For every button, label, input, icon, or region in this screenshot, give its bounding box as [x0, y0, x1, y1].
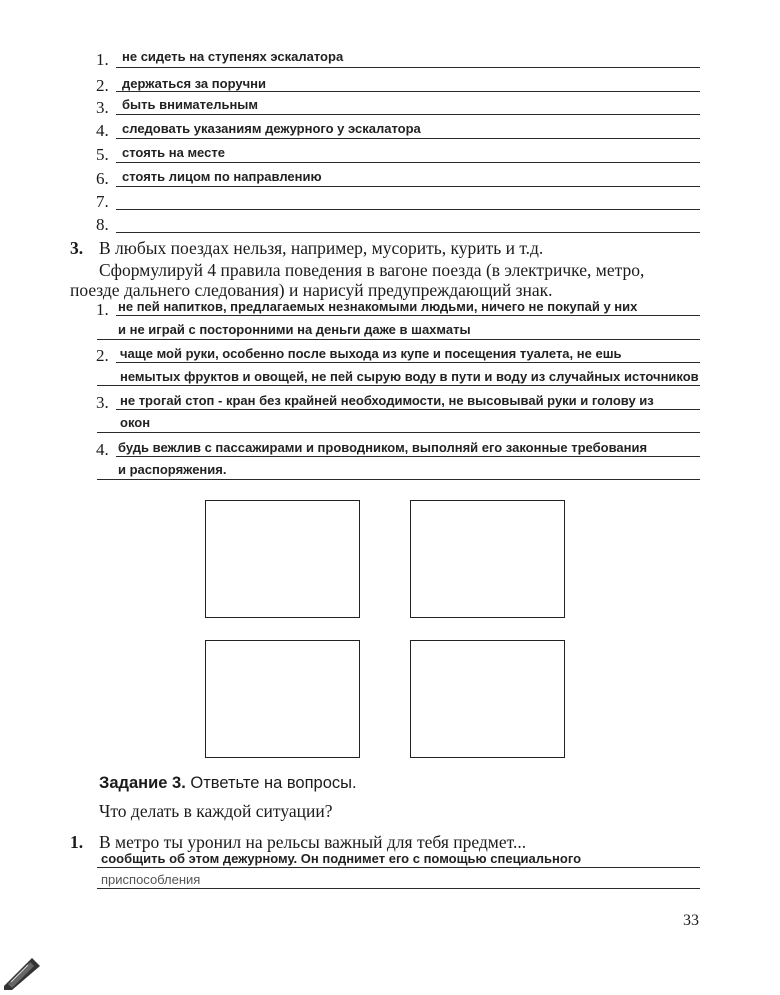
answer-line [116, 209, 700, 210]
answer-line [116, 114, 700, 115]
sign-drawing-box [410, 640, 565, 758]
rule-2-line-b: немытых фруктов и овощей, не пей сырую воду в пути и воду из случайных источников [120, 369, 699, 384]
sign-drawing-box [205, 500, 360, 618]
list1-num-5: 5. [96, 145, 109, 164]
page-number: 33 [683, 912, 699, 929]
corner-logo-icon [2, 950, 42, 990]
rule-1-line-a: не пей напитков, предлагаемых незнакомыми людьми, ничего не покупай у них [118, 299, 638, 314]
rule-num-2: 2. [96, 346, 109, 365]
list1-answer-6: стоять лицом по направлению [122, 169, 322, 184]
list1-answer-2: держаться за поручни [122, 76, 266, 91]
task3-line1: В любых поездах нельзя, например, мусорить, курить и т.д. [99, 238, 544, 258]
answer-line [116, 456, 700, 457]
situation1-answer-b: приспособления [101, 872, 201, 887]
answer-line [116, 232, 700, 233]
situation1-answer-a: сообщить об этом дежурному. Он поднимет его с помощью специального [101, 851, 582, 866]
rule-1-line-b: и не играй с посторонними на деньги даже в шахматы [118, 322, 471, 337]
list1-num-6: 6. [96, 169, 109, 188]
rule-3-line-b: окон [120, 415, 151, 430]
list1-num-2: 2. [96, 76, 109, 95]
list1-answer-4: следовать указаниям дежурного у эскалатора [122, 121, 421, 136]
zadanie3-question: Что делать в каждой ситуации? [99, 801, 333, 821]
sign-drawing-box [205, 640, 360, 758]
answer-line [116, 362, 700, 363]
answer-line [116, 67, 700, 68]
answer-line [97, 385, 700, 386]
answer-line [97, 432, 700, 433]
answer-line [116, 91, 700, 92]
rule-num-3: 3. [96, 393, 109, 412]
zadanie3-label: Задание 3. [99, 774, 186, 792]
list1-answer-5: стоять на месте [122, 145, 225, 160]
list1-num-8: 8. [96, 215, 109, 234]
situation1-number: 1. [70, 832, 84, 852]
rule-num-4: 4. [96, 440, 109, 459]
zadanie3-heading [99, 774, 357, 793]
task3-number: 3. [70, 238, 84, 258]
list1-num-7: 7. [96, 192, 109, 211]
answer-line [97, 479, 700, 480]
rule-4-line-a: будь вежлив с пассажирами и проводником, выполняй его законные требования [118, 440, 648, 455]
list1-answer-1: не сидеть на ступенях эскалатора [122, 49, 344, 64]
list1-num-3: 3. [96, 98, 109, 117]
answer-line [97, 867, 700, 868]
sign-drawing-box [410, 500, 565, 618]
task3-line3: поезде дальнего следования) и нарисуй предупреждающий знак. [70, 280, 553, 300]
list1-num-4: 4. [96, 121, 109, 140]
rule-num-1: 1. [96, 300, 109, 319]
list1-num-1: 1. [96, 50, 109, 69]
answer-line [116, 409, 700, 410]
rule-4-line-b: и распоряжения. [118, 462, 227, 477]
zadanie3-text: Ответьте на вопросы. [185, 774, 357, 792]
rule-2-line-a: чаще мой руки, особенно после выхода из купе и посещения туалета, не ешь [120, 346, 622, 361]
list1-answer-3: быть внимательным [122, 97, 259, 112]
answer-line [116, 186, 700, 187]
answer-line [97, 888, 700, 889]
answer-line [116, 162, 700, 163]
task3-line2: Сформулируй 4 правила поведения в вагоне поезда (в электричке, метро, [99, 260, 645, 280]
answer-line [116, 315, 700, 316]
answer-line [116, 138, 700, 139]
situation1-text: В метро ты уронил на рельсы важный для тебя предмет... [99, 832, 527, 852]
rule-3-line-a: не трогай стоп - кран без крайней необходимости, не высовывай руки и голову из [120, 393, 654, 408]
answer-line [97, 339, 700, 340]
